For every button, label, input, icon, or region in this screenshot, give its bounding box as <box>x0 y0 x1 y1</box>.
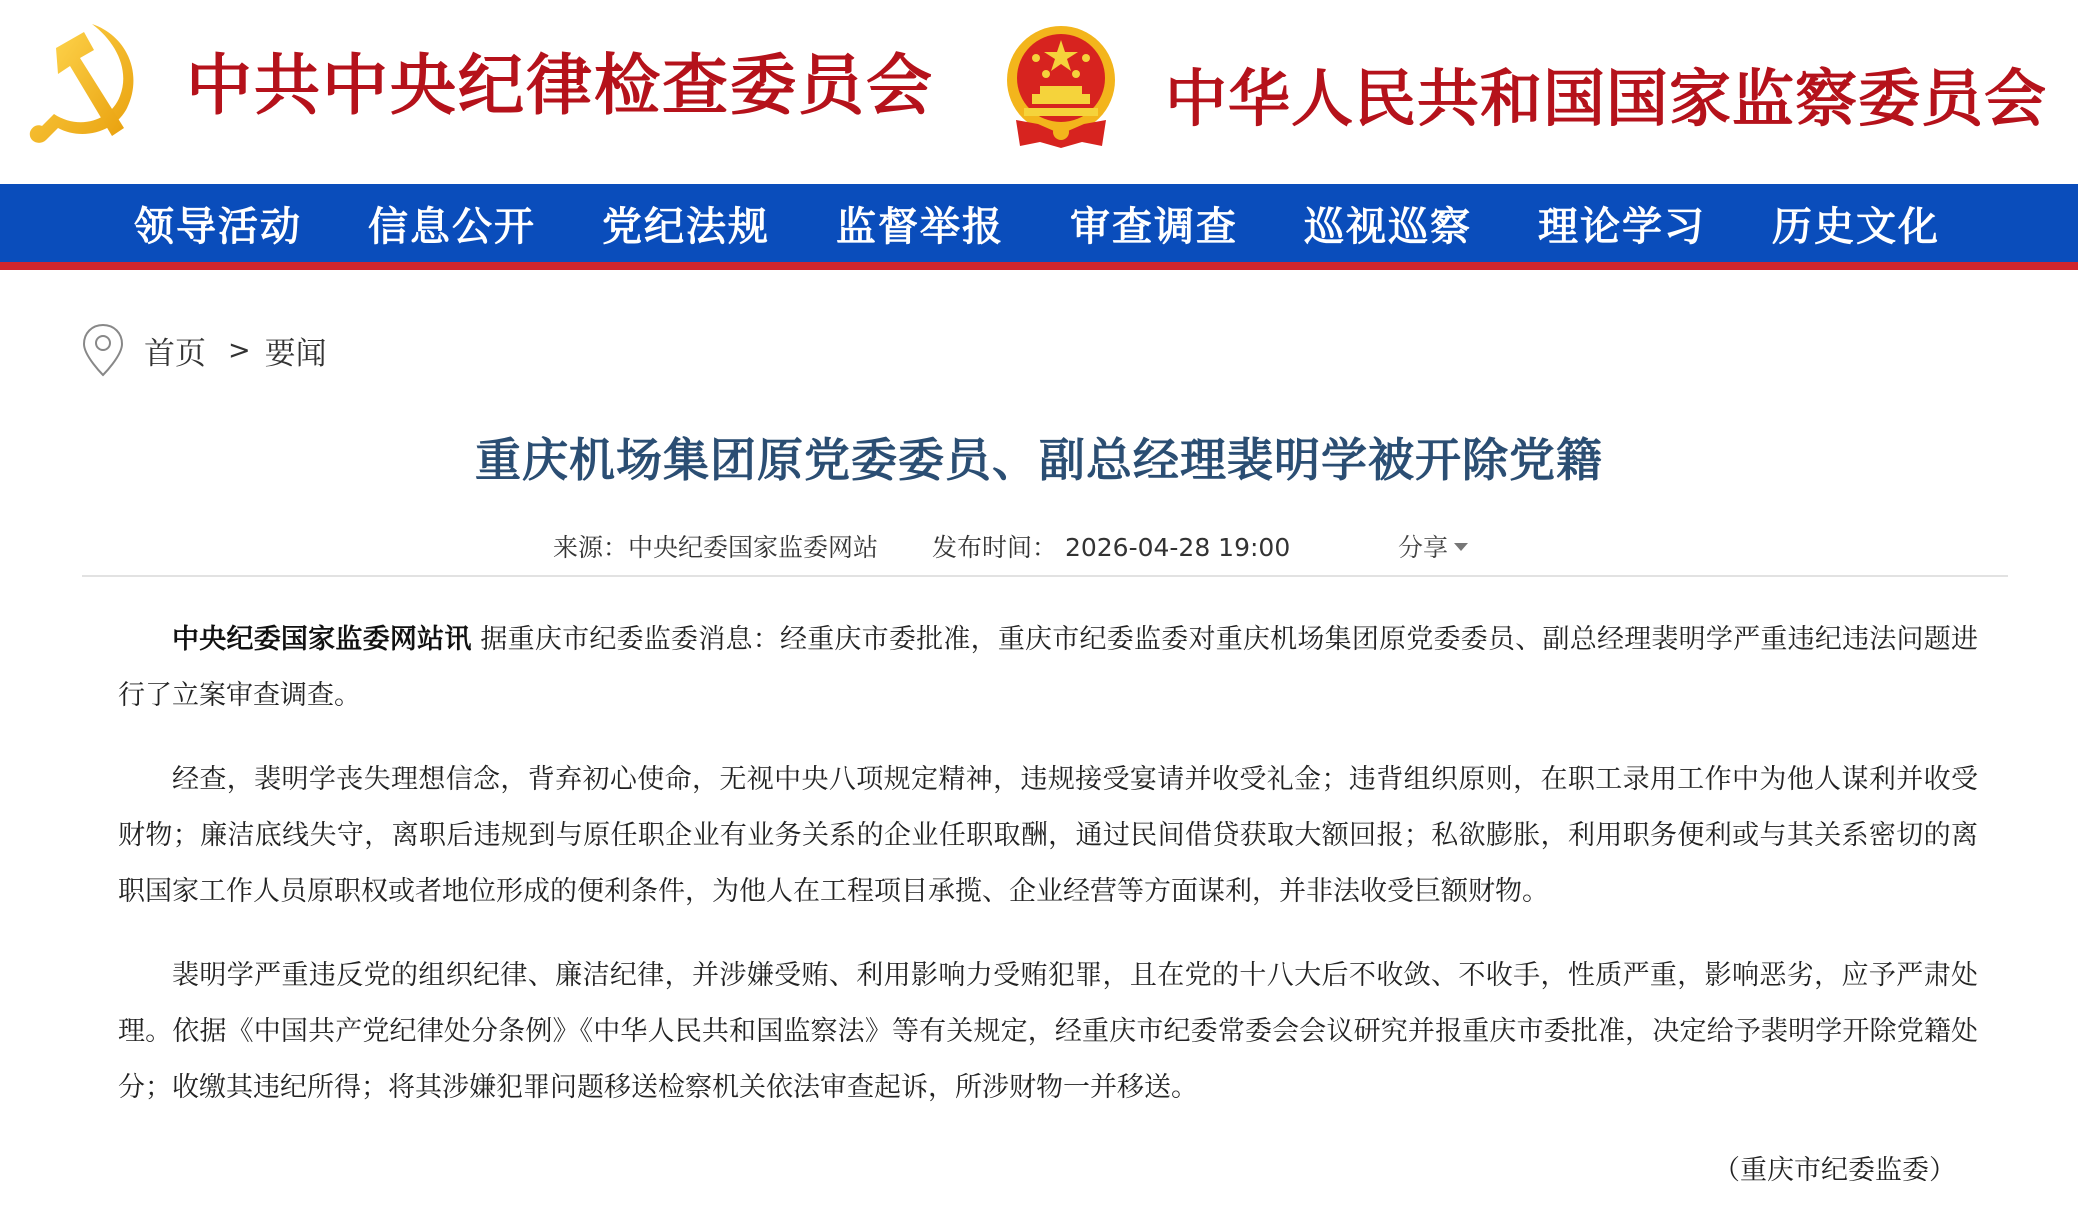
article-body <box>118 612 1978 1144</box>
meta-divider <box>82 575 2008 577</box>
nav-item-theory[interactable]: 理论学习 <box>1538 202 1706 250</box>
share-label: 分享 <box>1398 533 1449 562</box>
breadcrumb <box>82 322 327 378</box>
share-button[interactable] <box>1398 528 1468 564</box>
nav-item-info-disclosure[interactable]: 信息公开 <box>368 202 536 250</box>
article-paragraph: 经查，裴明学丧失理想信念，背弃初心使命，无视中央八项规定精神，违规接受宴请并收受礼金；违背组织原则，在职工录用工作中为他人谋利并收受财物；廉洁底线失守，离职后违规到与原任职企业有业务关系的企业任职取酬，通过民间借贷获取大额回报；私欲膨胀，利用职务便利或与其关系密切的离职国家工作人员原职权或者地位形成的便利条件，为他人在工程项目承揽、企业经营等方面谋利，并非法收受巨额财物。 <box>118 764 1978 907</box>
article-source: 来源：中央纪委国家监委网站 <box>553 533 879 562</box>
article-publish-time: 发布时间： 2026-04-28 19:00 <box>932 533 1291 562</box>
main-nav <box>0 184 2078 262</box>
breadcrumb-current[interactable]: 要闻 <box>264 335 327 372</box>
article-meta <box>0 524 2078 564</box>
nav-item-investigation[interactable]: 审查调查 <box>1070 202 1238 250</box>
breadcrumb-home[interactable]: 首页 <box>144 335 206 372</box>
nav-items <box>134 184 2006 262</box>
nav-red-strip <box>0 262 2078 270</box>
nav-item-history[interactable]: 历史文化 <box>1772 202 1940 250</box>
site-header <box>0 0 2078 184</box>
nav-item-regulations[interactable]: 党纪法规 <box>602 202 770 250</box>
location-pin-icon <box>82 323 124 377</box>
org-name-nsc[interactable]: 中华人民共和国国家监察委员会 <box>1165 62 2048 135</box>
breadcrumb-separator: > <box>228 334 251 366</box>
article-lead: 中央纪委国家监委网站讯 <box>172 624 472 655</box>
article-signature: （重庆市纪委监委） <box>1713 1155 1956 1186</box>
article-paragraph-text: 据重庆市纪委监委消息：经重庆市委批准，重庆市纪委监委对重庆机场集团原党委委员、副总经理裴明学严重违纪违法问题进行了立案审查调查。 <box>118 624 1978 711</box>
nav-item-leadership[interactable]: 领导活动 <box>134 202 302 250</box>
party-emblem-icon[interactable] <box>20 18 145 146</box>
article-paragraph: 裴明学严重违反党的组织纪律、廉洁纪律，并涉嫌受贿、利用影响力受贿犯罪，且在党的十八大后不收敛、不收手，性质严重，影响恶劣，应予严肃处理。依据《中国共产党纪律处分条例》《中华人民共和国监察法》等有关规定，经重庆市纪委常委会会议研究并报重庆市委批准，决定给予裴明学开除党籍处分；收缴其违纪所得；将其涉嫌犯罪问题移送检察机关依法审查起诉，所涉财物一并移送。 <box>118 960 1978 1103</box>
org-name-cpc-ccdi[interactable]: 中共中央纪律检查委员会 <box>186 46 934 124</box>
nav-item-inspection[interactable]: 巡视巡察 <box>1304 202 1472 250</box>
caret-down-icon <box>1454 543 1468 551</box>
article-title: 重庆机场集团原党委委员、副总经理裴明学被开除党籍 <box>475 433 1603 487</box>
national-emblem-icon[interactable] <box>1002 24 1120 149</box>
nav-item-supervision-report[interactable]: 监督举报 <box>836 202 1004 250</box>
article-paragraph <box>118 612 1978 724</box>
